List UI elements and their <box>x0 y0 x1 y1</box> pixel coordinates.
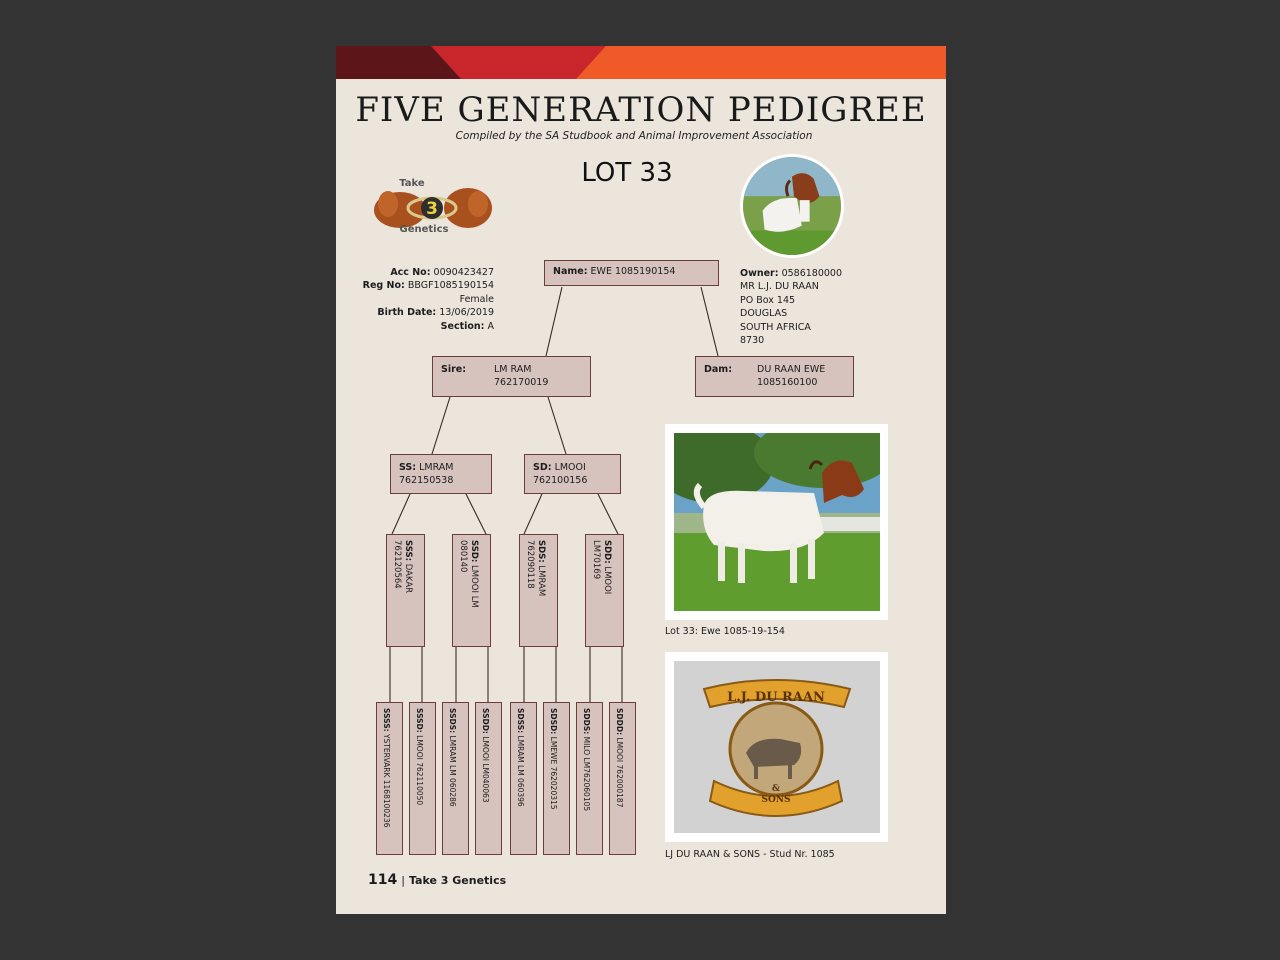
sire-number: 762170019 <box>494 377 549 388</box>
ssd-name: LMOOI LM <box>469 565 479 608</box>
footer-separator: | <box>401 874 405 887</box>
sddd-box <box>609 702 636 855</box>
sss-box <box>386 534 425 647</box>
sdsd-box <box>543 702 570 855</box>
ssss-text <box>381 708 392 827</box>
owner-address-2: DOUGLAS <box>740 308 788 320</box>
sds-label: SDS: <box>536 540 546 563</box>
ssd-text <box>457 540 479 608</box>
ssds-text <box>447 708 458 807</box>
ssdd-text <box>480 708 491 803</box>
sdd-label: SDD: <box>602 540 612 564</box>
owner-address-1: PO Box 145 <box>740 294 796 306</box>
sdsd-value: LMEWE 762020315 <box>549 736 558 810</box>
logo-word-top: Take <box>399 178 425 189</box>
ssd-box <box>452 534 491 647</box>
sd-label: SD: <box>533 462 552 473</box>
birth-label: Birth Date: <box>377 307 437 319</box>
sd-box <box>524 454 621 494</box>
owner-name: MR L.J. DU RAAN <box>740 281 819 293</box>
sss-name: DAKAR <box>403 563 413 594</box>
logo-word-bottom: Genetics <box>399 224 449 235</box>
ssdd-box <box>475 702 502 855</box>
section-value: A <box>487 320 494 332</box>
sssd-text <box>414 708 425 805</box>
owner-postcode: 8730 <box>740 335 765 347</box>
sss-label: SSS: <box>403 540 413 562</box>
sdds-value: MILO LM762060105 <box>582 736 591 812</box>
stud-logo-image <box>674 661 880 833</box>
sss-text <box>391 540 413 593</box>
sdsd-text <box>548 708 559 810</box>
dam-name: DU RAAN EWE <box>757 364 826 375</box>
section-label: Section: <box>440 320 485 332</box>
ss-box <box>390 454 492 494</box>
logo-number: 3 <box>426 199 438 219</box>
dam-number: 1085160100 <box>757 377 818 388</box>
acc-value: 0090423427 <box>433 267 494 278</box>
footer-text: Take 3 Genetics <box>408 874 507 887</box>
ssss-value: YSTERVARK 1168100236 <box>382 734 391 828</box>
sire-box <box>432 356 591 397</box>
sdd-box <box>585 534 624 647</box>
stud-logo-frame <box>665 652 888 842</box>
page-subtitle: Compiled by the SA Studbook and Animal Improvement Association <box>455 130 813 142</box>
owner-id: 0586180000 <box>781 268 843 279</box>
page-number: 114 <box>368 872 398 888</box>
sssd-label: SSSD: <box>415 708 424 733</box>
stud-logo-caption: LJ DU RAAN & SONS - Stud Nr. 1085 <box>665 849 835 860</box>
sds-box <box>519 534 558 647</box>
sssd-value: LMOOI 762110050 <box>415 735 424 806</box>
owner-address-3: SOUTH AFRICA <box>740 321 811 333</box>
sd-number: 762100156 <box>533 474 588 486</box>
sdds-text <box>581 708 592 811</box>
catalogue-page <box>336 46 946 914</box>
sdd-name: LMOOI <box>602 566 612 595</box>
reg-label: Reg No: <box>362 280 405 292</box>
ssd-number: 080140 <box>458 540 468 573</box>
stud-logo-bottom-text: SONS <box>761 795 791 805</box>
goat-photo-image <box>674 433 880 611</box>
sds-name: LMRAM <box>536 565 546 597</box>
page-title: FIVE GENERATION PEDIGREE <box>355 90 927 130</box>
sds-text <box>524 540 546 596</box>
sddd-value: LMOOI 762000187 <box>615 737 624 808</box>
sssd-box <box>409 702 436 855</box>
ssss-label: SSSS: <box>382 708 391 732</box>
ssds-label: SSDS: <box>448 708 457 734</box>
goat-photo-caption: Lot 33: Ewe 1085-19-154 <box>665 626 785 637</box>
name-label: Name: <box>553 266 588 277</box>
ssdd-label: SSDD: <box>481 708 490 734</box>
sex-value: Female <box>459 293 494 305</box>
dam-label: Dam: <box>704 364 732 375</box>
sddd-label: SDDD: <box>615 708 624 736</box>
acc-label: Acc No: <box>390 267 431 278</box>
stud-logo-top-text: L.J. DU RAAN <box>727 690 825 705</box>
ssdd-value: LMOOI LM040063 <box>481 736 490 803</box>
sdss-box <box>510 702 537 855</box>
sdd-text <box>590 540 612 594</box>
ssss-box <box>376 702 403 855</box>
sds-number: 762090118 <box>525 540 535 589</box>
sdd-number: LM70169 <box>591 540 601 580</box>
sd-name: LMOOI <box>554 462 586 473</box>
sdds-label: SDDS: <box>582 708 591 735</box>
pedigree-name-box <box>544 260 719 286</box>
ss-number: 762150538 <box>399 474 454 486</box>
dam-box <box>695 356 854 397</box>
goat-photo-frame <box>665 424 888 620</box>
reg-value: BBGF1085190154 <box>407 280 494 292</box>
birth-value: 13/06/2019 <box>439 307 494 319</box>
ssd-label: SSD: <box>469 540 479 563</box>
owner-label: Owner: <box>740 268 779 279</box>
sddd-text <box>614 708 625 807</box>
name-value: EWE 1085190154 <box>590 266 676 277</box>
sdds-box <box>576 702 603 855</box>
sdss-value: LMRAM LM 060396 <box>516 735 525 807</box>
ss-label: SS: <box>399 462 417 473</box>
ssds-value: LMRAM LM 060286 <box>448 735 457 807</box>
sire-name: LM RAM <box>494 364 532 375</box>
sdsd-label: SDSD: <box>549 708 558 735</box>
sdss-text <box>515 708 526 807</box>
page-footer <box>368 872 506 888</box>
ssds-box <box>442 702 469 855</box>
sdss-label: SDSS: <box>516 708 525 734</box>
sire-label: Sire: <box>441 364 467 375</box>
sss-number: 762120564 <box>392 540 402 589</box>
stud-logo-amp: & <box>771 784 781 794</box>
lot-number: LOT 33 <box>581 158 673 188</box>
ss-name: LMRAM <box>419 462 454 473</box>
